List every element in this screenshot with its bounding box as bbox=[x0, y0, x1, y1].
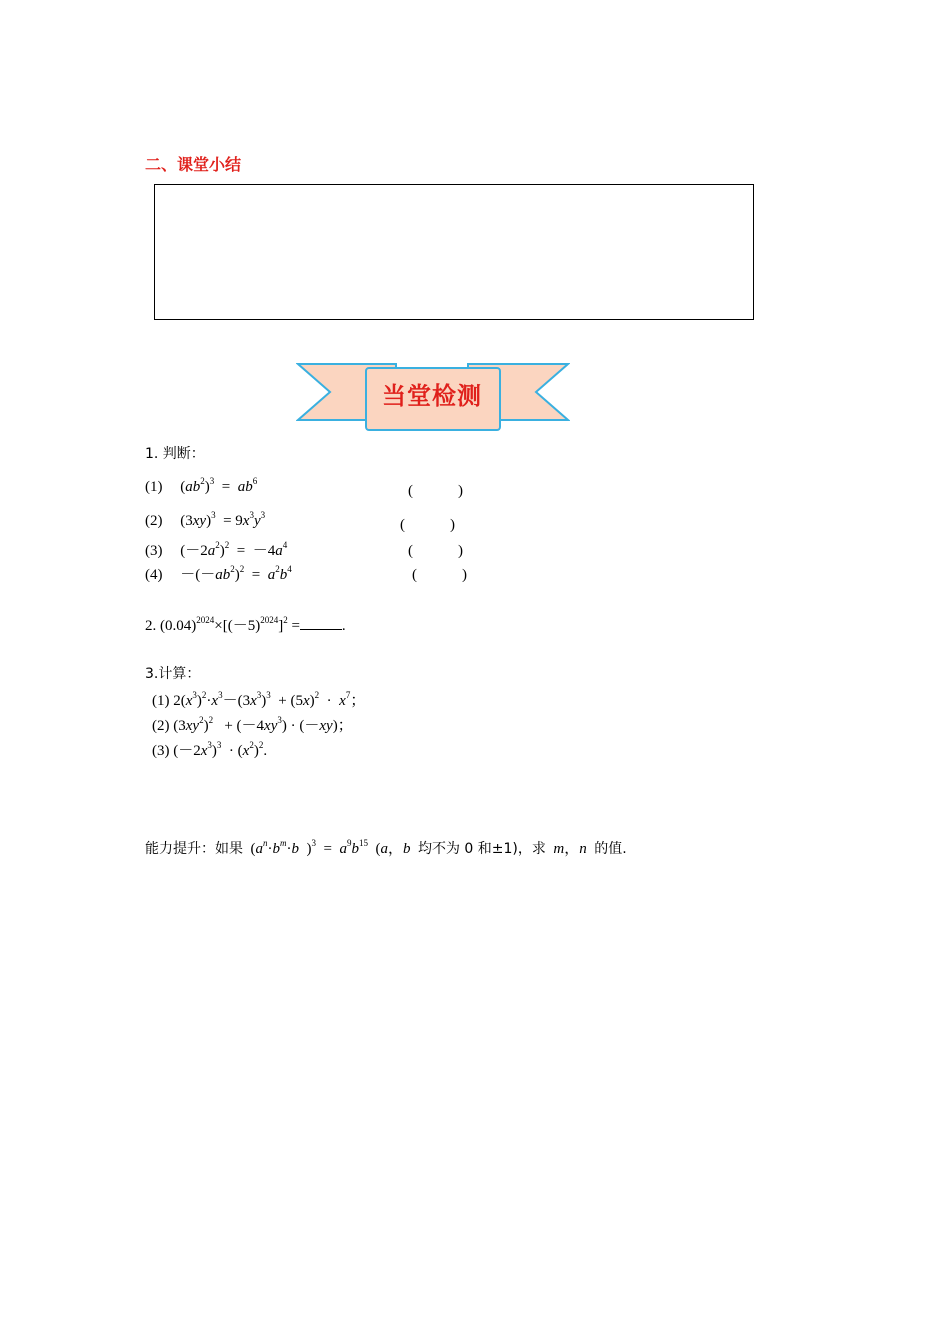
q2-exp2: 2024 bbox=[260, 615, 279, 625]
q1-title: 1. 判断： bbox=[145, 446, 205, 462]
q3-item-3-num: (3) bbox=[152, 743, 170, 759]
banner-text: 当堂检测 bbox=[382, 382, 482, 410]
ability-question: 能力提升：如果 ($a^n\cdot b^m\cdot b$ )$^3 = a^9b^{15}$ (a，b 均不为 0 和±1)，求 m，n 的值. bbox=[145, 838, 627, 857]
q3-item-2-num: (2) bbox=[152, 718, 170, 734]
q2-eq: = bbox=[287, 618, 300, 634]
q1-item-4-num: (4) bbox=[145, 567, 163, 583]
q2-mid: ×[(－5) bbox=[214, 618, 261, 634]
q1-item-3-num: (3) bbox=[145, 543, 163, 559]
q2-answer-blank[interactable] bbox=[300, 617, 342, 630]
q1-item-4: $(4) -(-ab^2)^2 = a^2b^4$ bbox=[145, 564, 292, 583]
q1-item-1: (1) $(ab^2)^3 = ab^6$ bbox=[145, 476, 258, 495]
ability-condition: 均不为 0 和±1)，求 bbox=[417, 841, 546, 857]
ability-label: 能力提升：如果 bbox=[145, 841, 243, 857]
q1-item-3: (3) $(-2a^2)^2 = -4a^4$ bbox=[145, 540, 288, 559]
q2-line bbox=[145, 614, 346, 635]
q1-item-2: (2) $(3xy)^3 = 9x^3y^3$ bbox=[145, 510, 266, 529]
q1-item-4-answer[interactable]: ( ) bbox=[412, 567, 467, 583]
q3-title: 3.计算： bbox=[145, 666, 201, 682]
q2-end: . bbox=[341, 618, 346, 634]
q1-item-2-num: (2) bbox=[145, 513, 163, 529]
ability-tail: 的值. bbox=[594, 841, 627, 857]
section-title: 二、课堂小结 bbox=[145, 155, 242, 174]
q3-item-1-num: (1) bbox=[152, 693, 170, 709]
q2-exp3: 2 bbox=[283, 615, 288, 625]
q1-item-2-answer[interactable]: ( ) bbox=[400, 517, 455, 533]
q3-item-1: (1) $2(x^3)^2\cdot x^3-(3x^3)^3 + (5x)^2 \cdot x^7$； bbox=[152, 690, 366, 709]
q2-exp1: 2024 bbox=[196, 615, 215, 625]
q1-item-1-num: (1) bbox=[145, 479, 163, 495]
q3-item-2: (2) $(3xy^2)^2 + (-4xy^3) \cdot (-xy)$； bbox=[152, 715, 353, 734]
summary-box[interactable] bbox=[154, 184, 754, 320]
q1-item-3-answer[interactable]: ( ) bbox=[408, 543, 463, 559]
q2-prefix: 2. (0.04) bbox=[145, 618, 197, 634]
q3-item-3: (3) $(-2x^3)^3 \cdot (x^2)^2$. bbox=[152, 740, 268, 759]
q1-item-1-answer[interactable]: ( ) bbox=[408, 483, 463, 499]
q2-tail: ] bbox=[278, 618, 284, 634]
